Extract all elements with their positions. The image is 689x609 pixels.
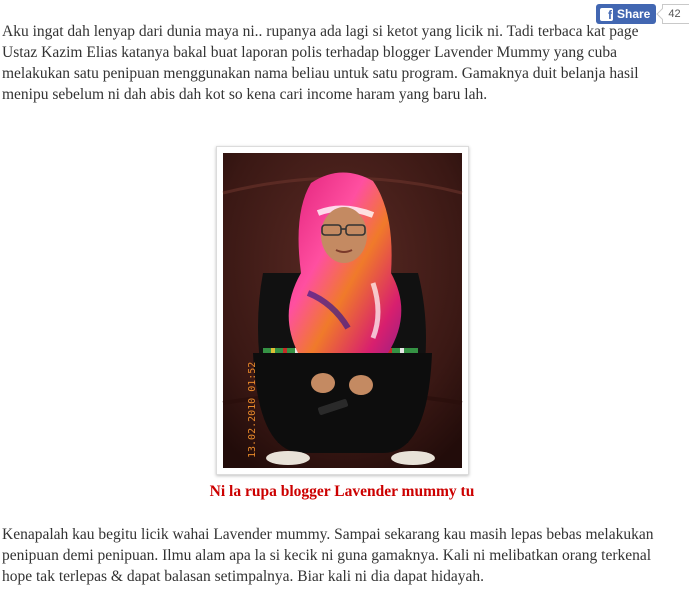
post-paragraph-intro: Aku ingat dah lenyap dari dunia maya ni.. rupanya ada lagi si ketot yang licik ni. Tadi terbaca kat page Ustaz Kazim Elias katanya bakal buat laporan polis terhadap blogger Lavender Mummy yang cuba melakukan satu penipuan menggunakan nama beliau untuk satu program. Gamaknya duit belanja hasil menipu sebelum ni dah abis dah kot so kena cari income haram yang baru lah. <box>2 23 639 103</box>
photo-caption: Ni la rupa blogger Lavender mummy tu <box>209 483 475 500</box>
blogger-photo <box>223 153 462 468</box>
blogger-photo-frame <box>216 146 469 475</box>
photo-timestamp: 13.02.2010 01:52 <box>247 361 258 458</box>
post-paragraph-body: Kenapalah kau begitu licik wahai Lavender mummy. Sampai sekarang kau masih lepas bebas melakukan penipuan demi penipuan. Ilmu alam apa la si kecik ni guna gamaknya. Kali ni melibatkan orang terkenal hope tak terlepas & dapat balasan setimpalnya. Biar kali ni dia dapat hidayah. <box>2 526 654 585</box>
share-count: 42 <box>662 4 688 24</box>
facebook-icon: f <box>600 8 613 21</box>
share-label: Share <box>617 7 651 21</box>
